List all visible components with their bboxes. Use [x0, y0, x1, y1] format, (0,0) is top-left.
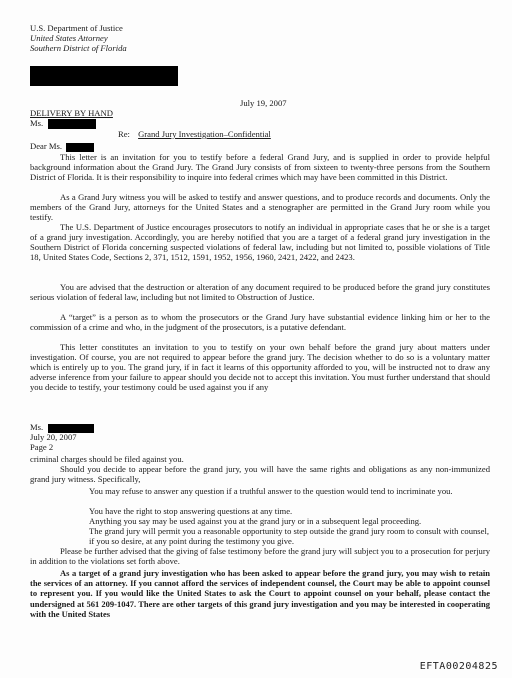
- recipient-prefix: Ms.: [30, 118, 44, 128]
- re-label: Re:: [118, 129, 130, 139]
- page2-number: Page 2: [30, 442, 54, 452]
- right-item-3: Anything you say may be used against you at the grand jury or in a subsequent legal proceeding.: [89, 516, 422, 526]
- paragraph-5: A “target” is a person as to whom the prosecutors or the Grand Jury have substantial evidence linking him or her to the commission of a crime and who, in the judgment of the prosecutors, is a putative defendant.: [30, 312, 490, 332]
- re-subject: Grand Jury Investigation–Confidential: [138, 129, 271, 139]
- letterhead-department: U.S. Department of Justice: [30, 23, 123, 33]
- paragraph-7: Should you decide to appear before the grand jury, you will have the same rights and obligations as any non-immunized grand jury witness. Specifically,: [30, 464, 490, 484]
- paragraph-6-continued: criminal charges should be filed against you.: [30, 454, 184, 464]
- letterhead-office: United States Attorney: [30, 32, 108, 43]
- paragraph-4: You are advised that the destruction or alteration of any document required to be produced before the grand jury constitutes serious violation of federal law, including but not limited to Obstruction of Justice.: [30, 282, 490, 302]
- right-item-1: You may refuse to answer any question if a truthful answer to the question would tend to incriminate you.: [89, 486, 453, 496]
- paragraph-1: This letter is an invitation for you to testify before a federal Grand Jury, and is supplied in order to provide helpful background information about the Grand Jury. The Grand Jury consists of from sixteen to twenty-three persons from the Southern District of Florida. It is their responsibility to inquire into federal crimes which may have been committed in this District.: [30, 152, 490, 182]
- subject-line: [118, 130, 271, 140]
- letterhead: [30, 24, 127, 54]
- paragraph-9-bold: As a target of a grand jury investigation who has been asked to appear before the grand jury, you may wish to retain the services of an attorney. If you cannot afford the services of independent counsel, the Court may be able to appoint counsel to represent you. If you would like the United States to ask the Court to appoint counsel on your behalf, please contact the undersigned at 561 209-1047. There are other targets of this grand jury investigation and you may be interested in cooperating with the United States: [30, 568, 490, 619]
- redacted-recipient-name: [48, 119, 96, 129]
- redacted-salutation-name: [66, 143, 94, 152]
- delivery-method: DELIVERY BY HAND: [30, 108, 113, 118]
- bates-number: EFTA00204825: [419, 661, 498, 672]
- redacted-address: [30, 66, 178, 86]
- paragraph-3: The U.S. Department of Justice encourages prosecutors to notify an individual in appropriate cases that he or she is a target of a grand jury investigation. Accordingly, you are hereby notified that you are a target of a federal grand jury investigation in the Southern District of Florida concerning suspected violations of federal law, including but not limited to, possible violations of Title 18, United States Code, Sections 2, 371, 1512, 1591, 1952, 1956, 1960, 2421, 2422, and 2423.: [30, 222, 490, 262]
- salutation: Dear Ms.: [30, 141, 62, 151]
- right-item-2: You have the right to stop answering questions at any time.: [89, 506, 293, 516]
- paragraph-2: As a Grand Jury witness you will be asked to testify and answer questions, and to produce records and documents. Only the members of the Grand Jury, attorneys for the United States and a stenographer are permitted in the Grand Jury room while you testify.: [30, 192, 490, 222]
- paragraph-8: Please be further advised that the giving of false testimony before the grand jury will subject you to a prosecution for perjury in addition to the violations set forth above.: [30, 546, 490, 566]
- page2-recipient: Ms.: [30, 422, 44, 432]
- letter-date: July 19, 2007: [240, 98, 287, 108]
- paragraph-6: This letter constitutes an invitation to you to testify on your own behalf before the grand jury about matters under investigation. Of course, you are not required to appear before the grand jury. The decision whether to do so is a voluntary matter which is entirely up to you. The grand jury, if in fact it learns of this opportunity afforded to you, will be instructed not to draw any adverse inference from your failure to appear should you decide not to accept this invitation. You must further understand that should you decide to testify, your testimony could be used against you if any: [30, 342, 490, 392]
- page2-date: July 20, 2007: [30, 432, 77, 442]
- letterhead-district: Southern District of Florida: [30, 42, 127, 53]
- recipient-line: [30, 119, 43, 129]
- right-item-4: The grand jury will permit you a reasonable opportunity to step outside the grand jury room to consult with counsel, if you so desire, at any point during the testimony you give.: [89, 526, 489, 546]
